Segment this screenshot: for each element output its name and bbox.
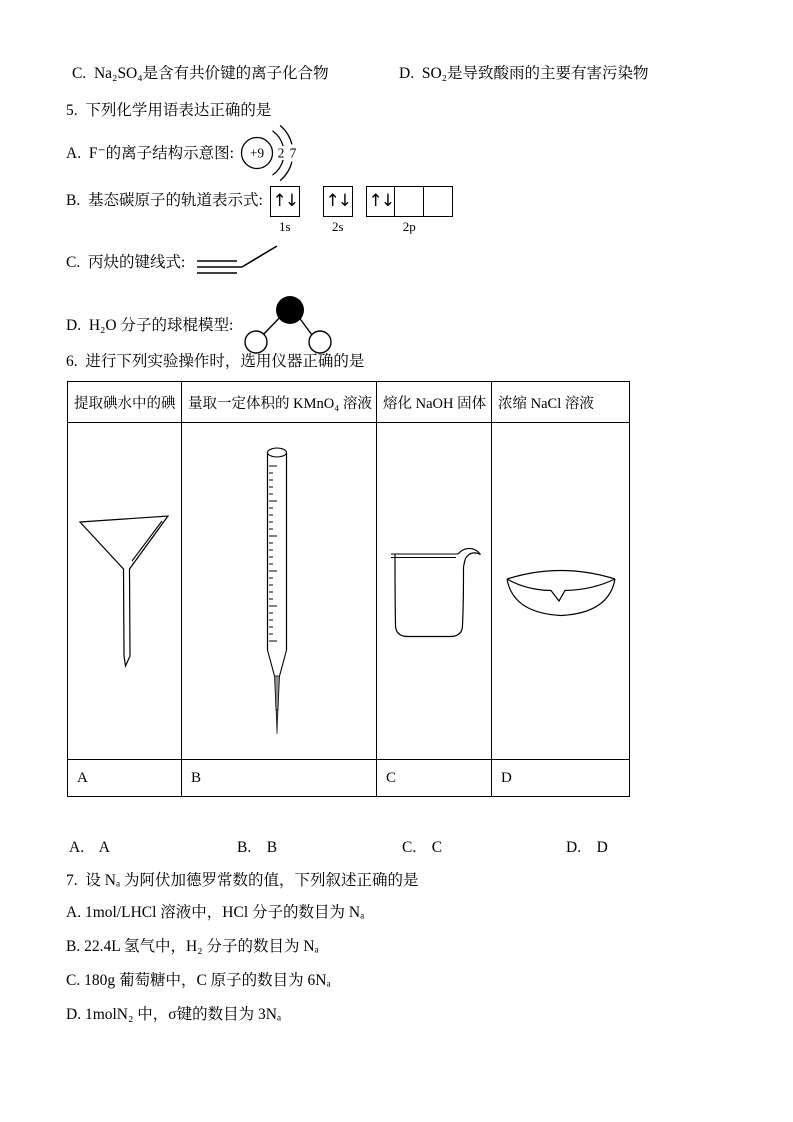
beaker-icon bbox=[383, 541, 485, 641]
q7-option-a: A. 1mol/LHCl 溶液中，HCl 分子的数目为 Nₐ bbox=[66, 904, 365, 921]
q6-table-instrument-row bbox=[68, 423, 630, 760]
prev-option-d: D. SO₂是导致酸雨的主要有害污染物 bbox=[399, 65, 649, 82]
q5-option-a bbox=[66, 121, 302, 187]
q6-header-measure-kmno4: 量取一定体积的 KMnO₄ 溶液 bbox=[182, 382, 377, 423]
orbital-group-2p bbox=[366, 186, 453, 234]
evaporating-dish-icon bbox=[503, 560, 619, 622]
orbital-box-1s: ↑↓ bbox=[270, 186, 300, 217]
ion-shell-diagram-icon bbox=[240, 121, 302, 187]
q5-stem: 5. 下列化学用语表达正确的是 bbox=[66, 102, 272, 119]
q5-option-b bbox=[66, 186, 453, 234]
q6-row-label-d: D bbox=[492, 760, 630, 797]
water-ball-stick-icon bbox=[241, 294, 335, 358]
q6-header-extract-iodine: 提取碘水中的碘 bbox=[68, 382, 182, 423]
q6-option-a: A. A bbox=[69, 839, 110, 856]
q6-header-melt-naoh: 熔化 NaOH 固体 bbox=[377, 382, 492, 423]
orbital-box-2p-3 bbox=[423, 186, 453, 217]
q7-option-b: B. 22.4L 氢气中，H₂ 分子的数目为 Nₐ bbox=[66, 938, 319, 955]
q6-cell-funnel bbox=[68, 423, 182, 760]
q6-cell-beaker bbox=[377, 423, 492, 760]
orbital-box-2p-1: ↑↓ bbox=[366, 186, 396, 217]
orbital-label-2s: 2s bbox=[332, 219, 344, 234]
q6-option-b: B. B bbox=[237, 839, 278, 856]
q6-option-c: C. C bbox=[402, 839, 443, 856]
q6-row-label-a: A bbox=[68, 760, 182, 797]
q7-option-c: C. 180g 葡萄糖中，C 原子的数目为 6Nₐ bbox=[66, 972, 331, 989]
q6-row-label-c: C bbox=[377, 760, 492, 797]
q5-option-b-label: B. 基态碳原子的轨道表示式: bbox=[66, 192, 263, 209]
q5-option-a-label: A. F⁻的离子结构示意图: bbox=[66, 145, 234, 162]
burette-icon bbox=[261, 446, 297, 736]
orbital-group-1s bbox=[270, 186, 300, 234]
propyne-skeletal-icon bbox=[193, 242, 281, 284]
q6-table-letter-row bbox=[68, 760, 630, 797]
q6-option-d: D. D bbox=[566, 839, 608, 856]
shell-electrons-1: 2 bbox=[277, 145, 285, 161]
q6-stem: 6. 进行下列实验操作时，选用仪器正确的是 bbox=[66, 353, 365, 370]
q6-table-header-row bbox=[68, 382, 630, 423]
orbital-label-2p: 2p bbox=[402, 219, 416, 234]
q6-row-label-b: B bbox=[182, 760, 377, 797]
q6-cell-burette bbox=[182, 423, 377, 760]
orbital-label-1s: 1s bbox=[279, 219, 291, 234]
shell-electrons-2: 7 bbox=[289, 145, 297, 161]
prev-option-c: C. Na₂SO₄是含有共价键的离子化合物 bbox=[72, 65, 329, 82]
q5-option-c-label: C. 丙炔的键线式: bbox=[66, 254, 186, 271]
q5-option-c bbox=[66, 242, 281, 284]
q6-cell-evaporating-dish bbox=[492, 423, 630, 760]
q6-header-concentrate-nacl: 浓缩 NaCl 溶液 bbox=[492, 382, 630, 423]
q6-instrument-table bbox=[67, 381, 630, 797]
q5-option-d bbox=[66, 294, 335, 358]
orbital-box-2p-2 bbox=[394, 186, 424, 217]
q7-option-d: D. 1molN₂ 中，σ键的数目为 3Nₐ bbox=[66, 1006, 282, 1023]
orbital-group-2s bbox=[323, 186, 353, 234]
q7-stem: 7. 设 Nₐ 为阿伏加德罗常数的值，下列叙述正确的是 bbox=[66, 872, 419, 889]
funnel-icon bbox=[77, 512, 173, 670]
orbital-box-2s: ↑↓ bbox=[323, 186, 353, 217]
nucleus-charge: +9 bbox=[249, 145, 265, 161]
q5-option-d-label: D. H₂O 分子的球棍模型: bbox=[66, 317, 234, 334]
